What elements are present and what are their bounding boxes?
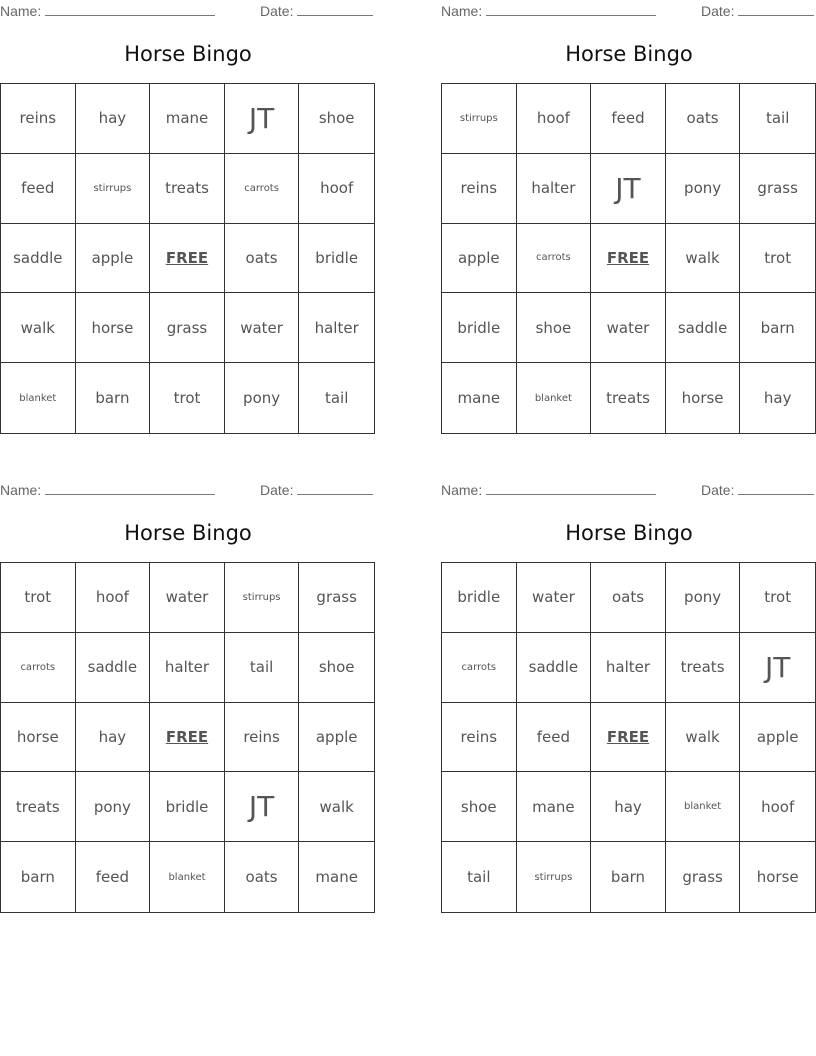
- date-blank-line: [297, 2, 373, 16]
- bingo-cell: tail: [442, 842, 517, 912]
- bingo-cell: saddle: [517, 633, 592, 703]
- bingo-cell: horse: [76, 293, 151, 363]
- bingo-cell: mane: [517, 772, 592, 842]
- bingo-cell: carrots: [517, 224, 592, 294]
- bingo-cell: oats: [666, 84, 741, 154]
- name-date-line: [0, 2, 376, 20]
- bingo-card: [0, 479, 376, 914]
- bingo-card: [0, 0, 376, 435]
- bingo-cell: apple: [740, 703, 815, 773]
- bingo-cell: blanket: [150, 842, 225, 912]
- bingo-cell: halter: [591, 633, 666, 703]
- bingo-cell: reins: [442, 703, 517, 773]
- name-blank-line: [45, 481, 215, 495]
- date-blank-line: [738, 481, 814, 495]
- bingo-cell: bridle: [150, 772, 225, 842]
- bingo-cell: halter: [517, 154, 592, 224]
- date-label: Date:: [260, 482, 294, 498]
- card-title: Horse Bingo: [565, 521, 693, 545]
- bingo-cell: mane: [150, 84, 225, 154]
- bingo-cell: JT: [591, 154, 666, 224]
- bingo-cell: trot: [740, 563, 815, 633]
- bingo-cell: feed: [1, 154, 76, 224]
- bingo-cell: treats: [1, 772, 76, 842]
- free-space-cell: FREE: [150, 703, 225, 773]
- name-field: [0, 2, 215, 19]
- bingo-cell: trot: [740, 224, 815, 294]
- bingo-cell: stirrups: [76, 154, 151, 224]
- bingo-cell: mane: [315, 868, 358, 887]
- bingo-cell: feed: [76, 842, 151, 912]
- name-date-line: [0, 481, 376, 499]
- bingo-cell: oats: [225, 842, 300, 912]
- bingo-cell: carrots: [442, 633, 517, 703]
- bingo-cell: carrots: [1, 633, 76, 703]
- bingo-cell: feed: [591, 84, 666, 154]
- bingo-cell: water: [225, 293, 300, 363]
- name-label: Name:: [441, 3, 483, 19]
- bingo-cell: JT: [740, 633, 815, 703]
- bingo-cell: hay: [591, 772, 666, 842]
- bingo-cell: stirrups: [442, 84, 517, 154]
- bingo-cell: trot: [150, 363, 225, 433]
- bingo-cell: horse: [666, 363, 741, 433]
- bingo-cell: horse: [756, 868, 799, 887]
- bingo-cell: pony: [76, 772, 151, 842]
- bingo-cell: water: [517, 563, 592, 633]
- bingo-cell: pony: [666, 563, 741, 633]
- name-label: Name:: [0, 3, 42, 19]
- date-field: [701, 481, 814, 498]
- bingo-cell: barn: [591, 842, 666, 912]
- bingo-cell: saddle: [666, 293, 741, 363]
- date-field: [260, 481, 373, 498]
- bingo-cell: halter: [299, 293, 374, 363]
- bingo-cell: hoof: [76, 563, 151, 633]
- name-date-line: [441, 481, 816, 499]
- name-blank-line: [486, 481, 656, 495]
- bingo-cell: mane: [442, 363, 517, 433]
- bingo-cell: shoe: [299, 84, 374, 154]
- bingo-cell: barn: [76, 363, 151, 433]
- free-space-cell: FREE: [591, 703, 666, 773]
- bingo-cell: walk: [299, 772, 374, 842]
- free-space-cell: FREE: [150, 224, 225, 294]
- bingo-cell: stirrups: [225, 563, 300, 633]
- bingo-cell: shoe: [517, 293, 592, 363]
- bingo-cell: treats: [150, 154, 225, 224]
- card-title: Horse Bingo: [124, 42, 252, 66]
- bingo-cell: saddle: [76, 633, 151, 703]
- bingo-cell: hay: [763, 389, 792, 408]
- bingo-cell: grass: [150, 293, 225, 363]
- bingo-cell: apple: [76, 224, 151, 294]
- bingo-cell: tail: [324, 389, 349, 408]
- bingo-cell: water: [591, 293, 666, 363]
- name-date-line: [441, 2, 816, 20]
- bingo-cell: hoof: [517, 84, 592, 154]
- bingo-cell: grass: [740, 154, 815, 224]
- bingo-cell: barn: [1, 842, 76, 912]
- date-blank-line: [738, 2, 814, 16]
- bingo-cell: water: [150, 563, 225, 633]
- bingo-cell: treats: [591, 363, 666, 433]
- bingo-cell: feed: [517, 703, 592, 773]
- card-title: Horse Bingo: [124, 521, 252, 545]
- bingo-grid: [0, 83, 375, 434]
- bingo-cell: JT: [225, 772, 300, 842]
- bingo-cell: walk: [1, 293, 76, 363]
- bingo-cell: tail: [740, 84, 815, 154]
- bingo-cell: bridle: [442, 563, 517, 633]
- bingo-cell: halter: [150, 633, 225, 703]
- bingo-cell: pony: [225, 363, 300, 433]
- bingo-cell: treats: [666, 633, 741, 703]
- bingo-cell: stirrups: [517, 842, 592, 912]
- date-blank-line: [297, 481, 373, 495]
- bingo-cell: tail: [225, 633, 300, 703]
- bingo-cell: reins: [1, 84, 76, 154]
- bingo-cell: blanket: [666, 772, 741, 842]
- bingo-grid: [0, 562, 375, 913]
- bingo-cell: apple: [299, 703, 374, 773]
- card-title: Horse Bingo: [565, 42, 693, 66]
- bingo-cell: horse: [1, 703, 76, 773]
- bingo-cell: blanket: [517, 363, 592, 433]
- name-label: Name:: [441, 482, 483, 498]
- date-label: Date:: [701, 3, 735, 19]
- bingo-cell: oats: [591, 563, 666, 633]
- name-field: [441, 481, 656, 498]
- name-blank-line: [486, 2, 656, 16]
- bingo-cell: reins: [442, 154, 517, 224]
- bingo-cell: carrots: [225, 154, 300, 224]
- name-label: Name:: [0, 482, 42, 498]
- name-blank-line: [45, 2, 215, 16]
- date-field: [701, 2, 814, 19]
- bingo-cell: oats: [225, 224, 300, 294]
- bingo-cell: grass: [299, 563, 374, 633]
- bingo-cell: blanket: [1, 363, 76, 433]
- bingo-cell: shoe: [299, 633, 374, 703]
- bingo-cell: shoe: [442, 772, 517, 842]
- date-label: Date:: [701, 482, 735, 498]
- bingo-grid: [441, 83, 816, 434]
- date-label: Date:: [260, 3, 294, 19]
- bingo-cell: walk: [666, 703, 741, 773]
- bingo-cell: trot: [1, 563, 76, 633]
- bingo-cell: apple: [442, 224, 517, 294]
- bingo-cell: hoof: [299, 154, 374, 224]
- bingo-cell: bridle: [442, 293, 517, 363]
- bingo-cell: barn: [740, 293, 815, 363]
- free-space-cell: FREE: [591, 224, 666, 294]
- bingo-cell: hay: [76, 703, 151, 773]
- bingo-cell: bridle: [299, 224, 374, 294]
- date-field: [260, 2, 373, 19]
- name-field: [441, 2, 656, 19]
- bingo-card: [441, 0, 816, 435]
- bingo-cell: grass: [666, 842, 741, 912]
- bingo-grid: [441, 562, 816, 913]
- bingo-cell: JT: [225, 84, 300, 154]
- bingo-cell: hay: [76, 84, 151, 154]
- bingo-cell: hoof: [740, 772, 815, 842]
- bingo-cell: saddle: [1, 224, 76, 294]
- bingo-cell: reins: [225, 703, 300, 773]
- bingo-card: [441, 479, 816, 914]
- bingo-cell: pony: [666, 154, 741, 224]
- name-field: [0, 481, 215, 498]
- bingo-cell: walk: [666, 224, 741, 294]
